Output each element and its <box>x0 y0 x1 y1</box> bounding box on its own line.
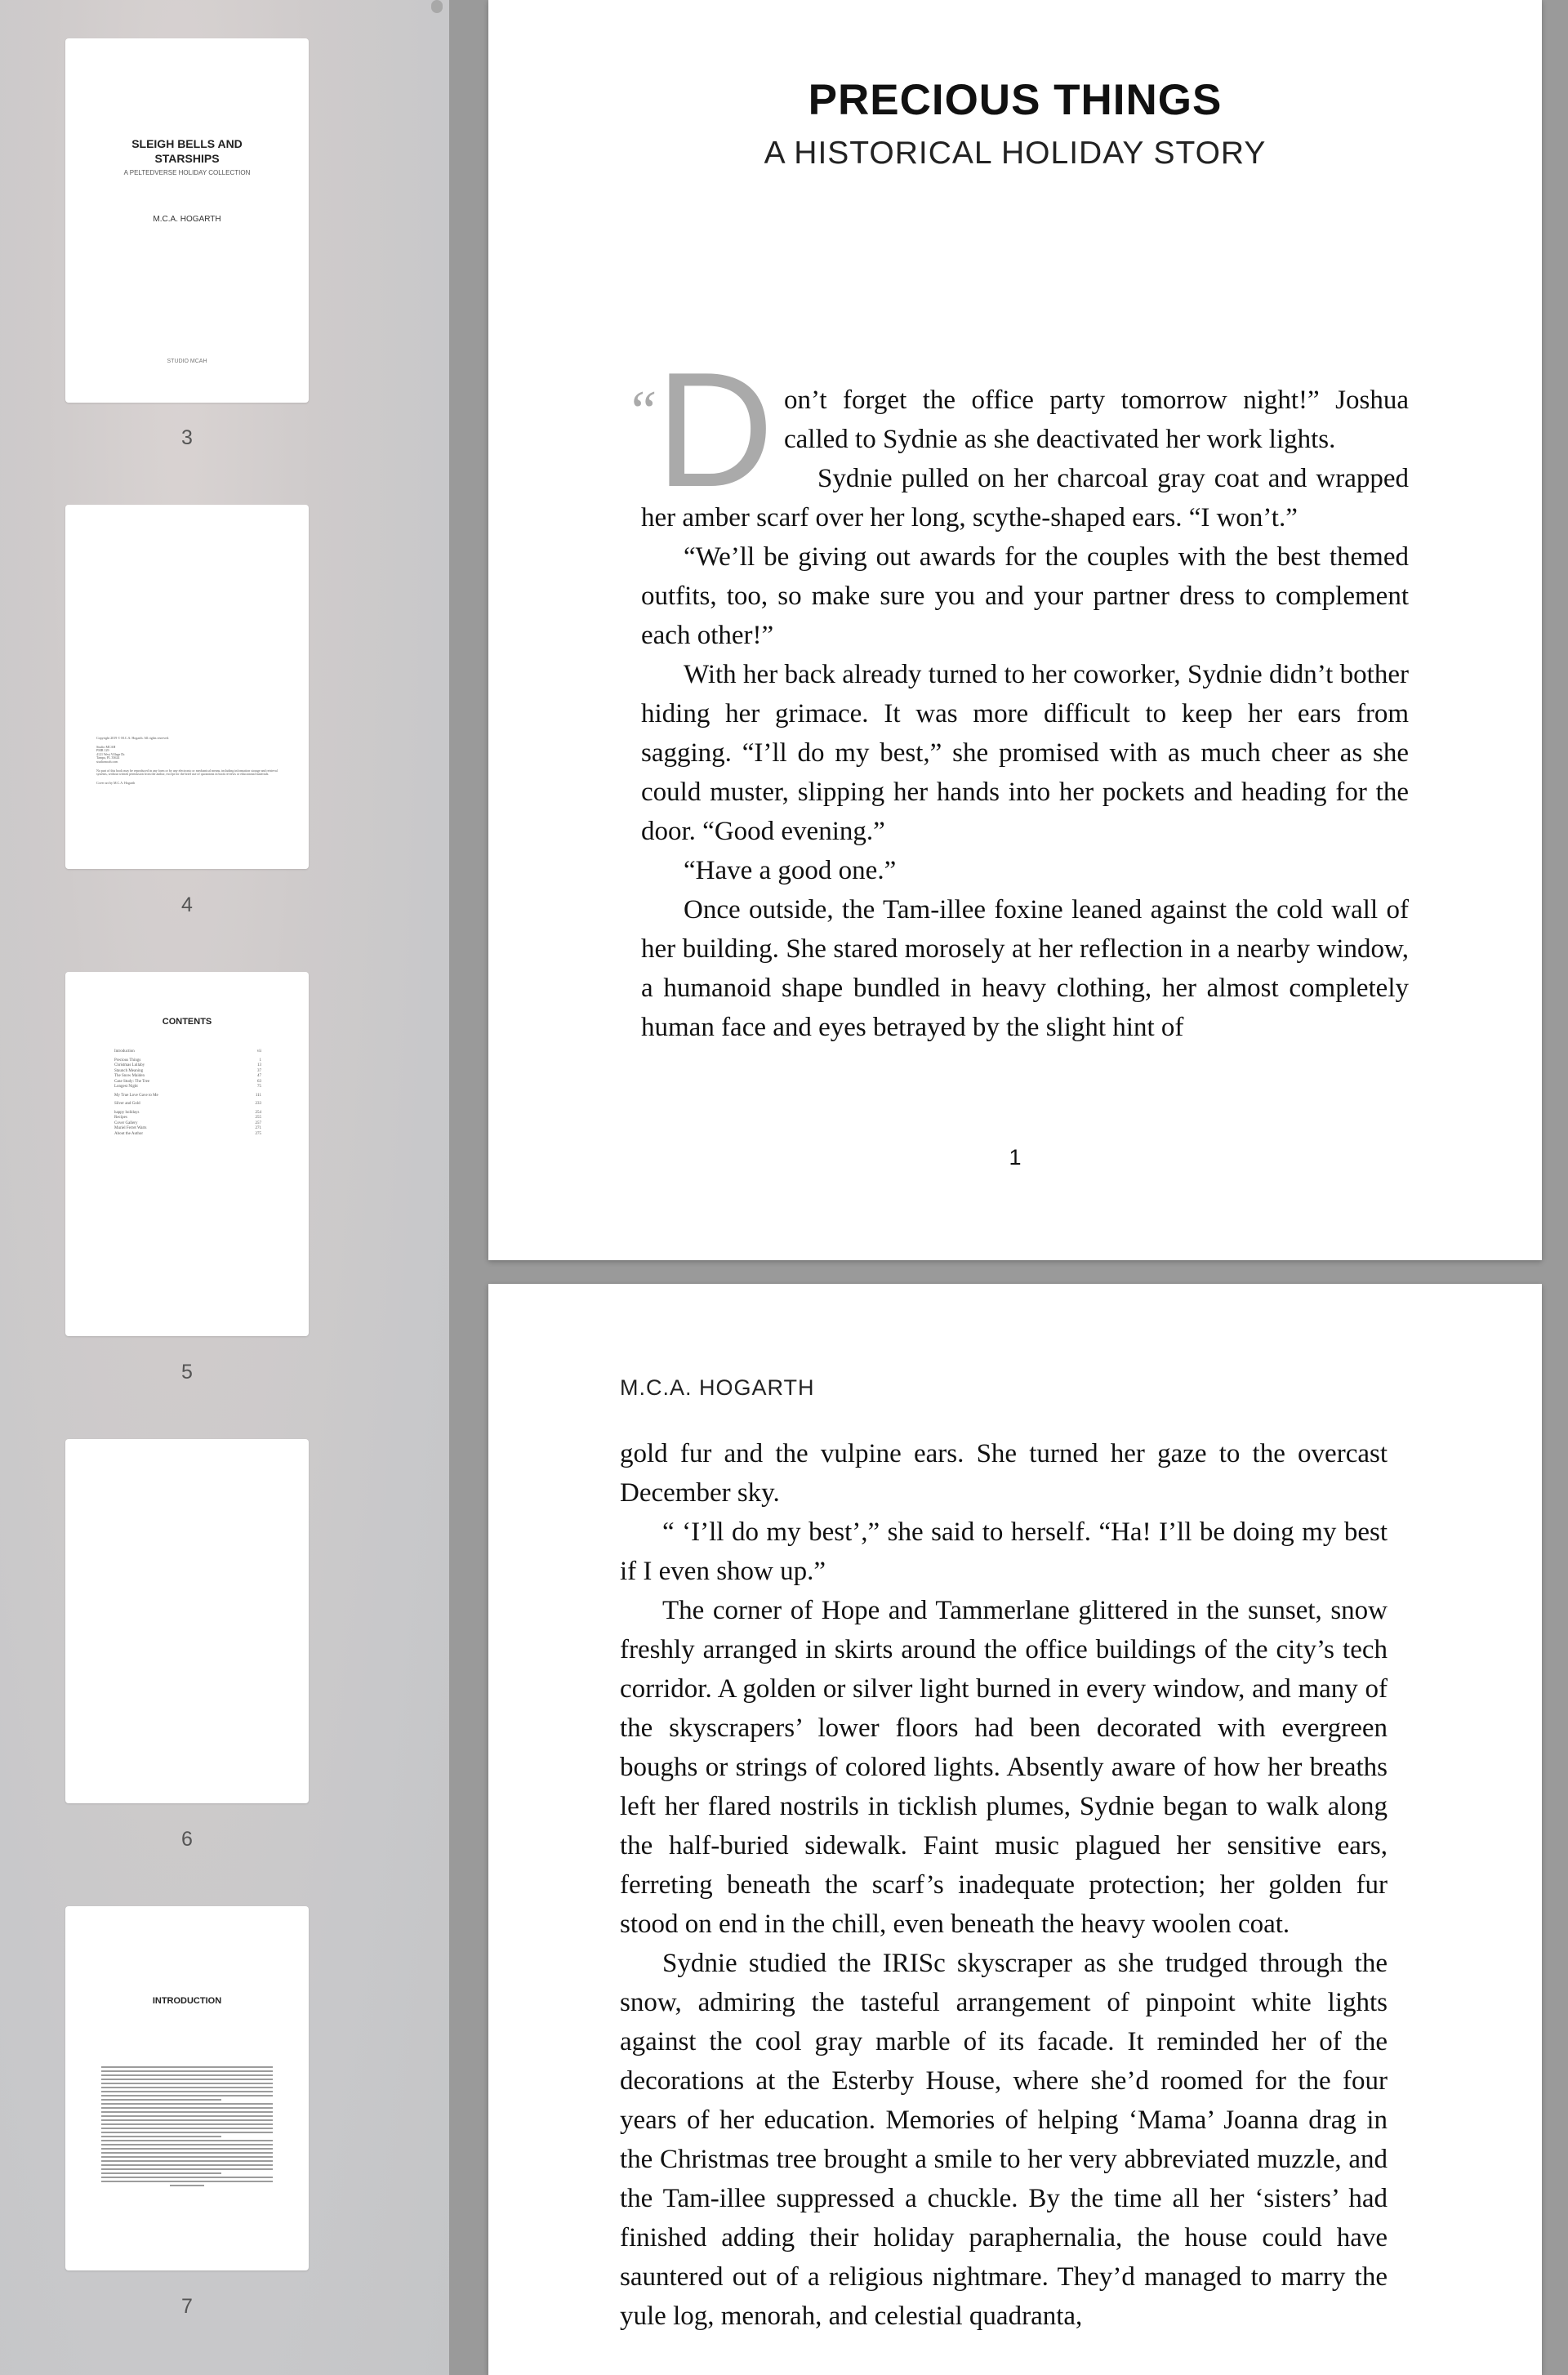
thumb-text-line <box>101 2099 221 2101</box>
thumb-introduction-title: INTRODUCTION <box>152 1996 222 2006</box>
thumb-contents-entry <box>114 1132 261 1138</box>
thumbnail-label-4: 4 <box>181 893 193 916</box>
thumb-contents-page: 257 <box>255 1121 261 1125</box>
thumb-contents-page: 254 <box>255 1110 261 1115</box>
second-line: called to Sydnie as she deactivated her work lights. <box>784 425 1336 454</box>
thumb-text-line <box>101 2079 273 2080</box>
thumb-contents-page: 1 <box>259 1058 261 1063</box>
thumb-contents-page: 37 <box>257 1068 261 1073</box>
thumb-text-line <box>101 2119 273 2121</box>
document-page-2 <box>488 1284 1542 2375</box>
thumbnail-page-6[interactable] <box>65 1439 309 1803</box>
thumb-text-line <box>101 2074 273 2076</box>
paragraph: Sydnie pulled on her charcoal gray coat and wrapped her amber scarf over her long, scythe-shaped ears. “I won’t.” <box>641 464 1409 532</box>
paragraph: “Have a good one.” <box>684 856 897 885</box>
thumb-contents-label: Introduction <box>114 1049 135 1054</box>
thumb-text-line <box>101 2070 273 2072</box>
dropcap-letter: D <box>656 339 774 521</box>
thumb-text-line <box>101 2066 273 2068</box>
sidebar-scrollbar[interactable] <box>431 0 443 13</box>
paragraph: “ ‘I’ll do my best’,” she said to herself. “Ha! I’ll be doing my best if I even show up.” <box>620 1517 1388 1586</box>
thumb-text-line <box>101 2095 273 2097</box>
thumb-text-line <box>101 2123 273 2125</box>
document-view[interactable] <box>449 0 1568 2375</box>
thumb-line: Copyright 2019 © M.C.A. Hogarth. All rights reserved. <box>96 736 170 740</box>
thumb-copyright-text <box>96 737 278 785</box>
thumb-contents-label: Recipes <box>114 1116 127 1120</box>
thumb-contents-label: Case Study: The Tree <box>114 1079 150 1084</box>
thumb-author: M.C.A. HOGARTH <box>153 215 221 224</box>
thumb-contents-list <box>114 1049 261 1137</box>
thumb-line: Tampa, FL 33624 <box>96 755 120 760</box>
thumb-contents-label: Staunch Meaning <box>114 1068 144 1073</box>
thumb-text-line <box>101 2083 273 2084</box>
thumb-text-line <box>101 2091 273 2092</box>
thumb-contents-label: Longest Night <box>114 1085 138 1089</box>
thumb-text-line <box>101 2177 273 2178</box>
thumb-text-line <box>101 2152 273 2154</box>
thumb-text-line <box>101 2132 273 2133</box>
thumb-text-line <box>101 2140 273 2141</box>
thumb-text-line <box>101 2164 273 2166</box>
thumbnail-page-5[interactable] <box>65 972 309 1336</box>
page-number: 1 <box>1009 1145 1022 1170</box>
thumb-text-line <box>101 2168 273 2170</box>
thumb-text-line <box>101 2148 273 2150</box>
thumbnail-sidebar <box>0 0 449 2375</box>
thumbnail-page-7[interactable] <box>65 1906 309 2270</box>
thumbnail-label-5: 5 <box>181 1361 193 1384</box>
thumbnail-label-7: 7 <box>181 2295 193 2318</box>
thumb-contents-title: CONTENTS <box>162 1017 212 1027</box>
thumb-contents-entry <box>114 1049 261 1055</box>
thumb-text-line <box>101 2115 273 2117</box>
thumb-contents-label: Cover Gallery <box>114 1121 138 1125</box>
thumb-text-line <box>101 2144 273 2146</box>
thumbnail-page-3[interactable] <box>65 38 309 403</box>
thumb-contents-label: Silver and Gold <box>114 1102 140 1106</box>
thumb-contents-page: vii <box>256 1049 261 1054</box>
paragraph: With her back already turned to her coworker, Sydnie didn’t bother hiding her grimace. It was more difficult to keep her ears from sagging. “I’ll do my best,” she promised with as much cheer as she could muster, slipping her hands into her pockets and heading for the door. “Good evening.” <box>641 660 1409 846</box>
thumb-contents-entry <box>114 1094 261 1099</box>
thumb-line: Studio MCAH <box>96 744 116 749</box>
document-page-1 <box>488 0 1542 1260</box>
thumb-contents-label: Christmas Lullaby <box>114 1063 145 1067</box>
thumb-contents-page: 271 <box>255 1126 261 1130</box>
thumb-text-line <box>170 2185 204 2186</box>
first-line: on’t forget the office party tomorrow night!” Joshua <box>784 385 1409 415</box>
thumb-contents-page: 233 <box>255 1102 261 1106</box>
running-head-author: M.C.A. HOGARTH <box>620 1375 815 1400</box>
paragraph: The corner of Hope and Tammerlane glittered in the sunset, snow freshly arranged in skirts around the office buildings of the city’s tech corridor. A golden or silver light burned in every window, and many of the skyscrapers’ lower floors had been decorated with evergreen boughs or strings of colored lights. Absently aware of how her breaths left her flared nostrils in ticklish plumes, Sydnie began to walk along the half-buried sidewalk. Faint music plagued her sensitive ears, ferreting beneath the scarf’s inadequate protection; her golden fur stood on end in the chill, even beneath the heavy woolen coat. <box>620 1596 1388 1939</box>
thumb-contents-page: 255 <box>255 1116 261 1120</box>
thumbnail-label-3: 3 <box>181 426 193 449</box>
thumb-contents-page: 111 <box>255 1093 261 1098</box>
page1-body <box>641 459 1409 1080</box>
thumb-contents-label: happy holidays <box>114 1110 140 1115</box>
thumb-publisher: STUDIO MCAH <box>167 359 207 364</box>
thumb-contents-page: 63 <box>257 1079 261 1084</box>
thumb-text-line <box>101 2107 273 2109</box>
thumb-contents-page: 47 <box>257 1074 261 1078</box>
thumb-text-line <box>101 2156 273 2158</box>
thumb-line: studiomcah.com <box>96 759 118 764</box>
thumb-text-line <box>101 2160 273 2162</box>
thumb-contents-page: 275 <box>255 1131 261 1136</box>
paragraph: Sydnie studied the IRISc skyscraper as she trudged through the snow, admiring the tasteful arrangement of pinpoint white lights against the cool gray marble of its facade. It reminded her of the decorations at the Esterby House, where she’d roomed for the four years of her education. Memories of helping ‘Mama’ Joanna drag in the Christmas tree brought a smile to her very abbreviated muzzle, and the Tam-illee suppressed a chuckle. By the time all her ‘sisters’ had finished adding their holiday paraphernalia, the house could have sauntered out of a religious nightmare. They’d managed to marry the yule log, menorah, and celestial quadranta, <box>620 1949 1388 2331</box>
thumb-contents-page: 13 <box>257 1063 261 1067</box>
thumb-contents-entry <box>114 1102 261 1107</box>
thumb-contents-label: The Snow Maiden <box>114 1074 145 1078</box>
story-title: PRECIOUS THINGS <box>808 76 1223 124</box>
thumb-contents-page: 75 <box>257 1085 261 1089</box>
thumb-text-line <box>101 2136 221 2137</box>
thumbnail-page-4[interactable] <box>65 505 309 869</box>
thumb-text-line <box>101 2103 273 2105</box>
thumb-text-line <box>101 2111 273 2113</box>
thumb-contents-label: My True Love Gave to Me <box>114 1093 158 1098</box>
thumb-line: No part of this book may be reproduced in any form or by any electronic or mechanical means, including information storage and retrieval systems, without written permission from the author, except for the brief use of quotations in book reviews or educational materials. <box>96 768 278 777</box>
thumb-text-line <box>101 2172 221 2174</box>
thumb-text-line <box>101 2128 273 2129</box>
thumb-line: 4121 West Village Dr. <box>96 751 126 756</box>
thumb-text-line <box>101 2087 273 2088</box>
thumb-line: Cover art by M.C.A. Hogarth <box>96 780 136 785</box>
page2-body <box>620 1434 1388 2336</box>
story-subtitle: A HISTORICAL HOLIDAY STORY <box>764 136 1267 171</box>
paragraph: Once outside, the Tam-illee foxine leaned against the cold wall of her building. She stared morosely at her reflection in a nearby window, a humanoid shape bundled in heavy clothing, her almost completely human face and eyes betrayed by the slight hint of <box>641 895 1409 1042</box>
thumb-introduction-text <box>101 2066 273 2189</box>
paragraph: “We’ll be giving out awards for the couples with the best themed outfits, too, so make sure you and your partner dress to complement each other!” <box>641 542 1409 650</box>
thumb-contents-label: Precious Things <box>114 1058 141 1063</box>
dropcap-quote-mark: “ <box>626 380 657 443</box>
thumb-subtitle: A PELTEDVERSE HOLIDAY COLLECTION <box>123 169 251 176</box>
thumbnail-label-6: 6 <box>181 1828 193 1851</box>
thumb-contents-label: About the Author <box>114 1131 143 1136</box>
thumb-title: SLEIGH BELLS AND STARSHIPS <box>131 137 243 165</box>
thumb-line: PMB 129 <box>96 748 109 753</box>
thumb-contents-entry <box>114 1085 261 1090</box>
thumb-text-line <box>101 2181 273 2182</box>
thumb-contents-label: Muriel Ferret Warts <box>114 1126 147 1130</box>
paragraph: gold fur and the vulpine ears. She turned her gaze to the overcast December sky. <box>620 1439 1388 1508</box>
